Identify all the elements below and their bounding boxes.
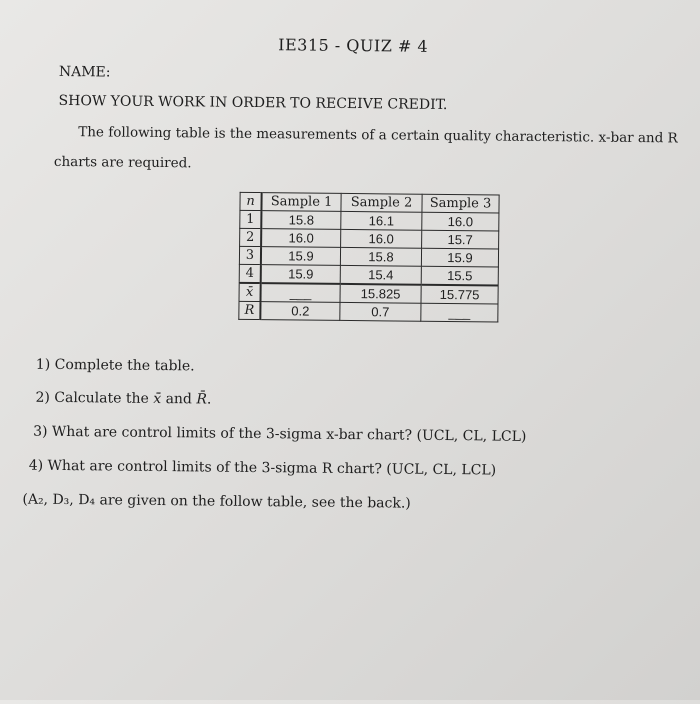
table-cell: 15.7 bbox=[422, 230, 499, 249]
table-cell: 16.0 bbox=[341, 229, 422, 248]
xbar-label: x̄ bbox=[239, 283, 261, 302]
row-index: 4 bbox=[239, 264, 261, 283]
range-row bbox=[239, 301, 498, 322]
quiz-title: IE315 - QUIZ # 4 bbox=[278, 35, 429, 56]
instruction-text: SHOW YOUR WORK IN ORDER TO RECEIVE CREDIT. bbox=[58, 92, 448, 114]
range-cell-2: 0.7 bbox=[340, 302, 421, 321]
table-cell: 15.9 bbox=[421, 248, 498, 267]
measurements-table bbox=[238, 192, 499, 323]
mean-range-symbol: R̄ bbox=[196, 391, 208, 408]
table-cell: 15.5 bbox=[421, 266, 498, 285]
range-label: R bbox=[239, 301, 261, 319]
xbar-cell-2: 15.825 bbox=[340, 284, 421, 303]
name-label: NAME: bbox=[58, 63, 111, 81]
header-n: n bbox=[240, 192, 262, 210]
table-cell: 15.9 bbox=[261, 247, 341, 266]
table-cell: 16.0 bbox=[422, 212, 499, 231]
row-index: 3 bbox=[239, 246, 261, 264]
header-sample-2: Sample 2 bbox=[341, 193, 422, 212]
xbar-cell-1: ___ bbox=[261, 283, 341, 302]
question-2-suffix: . bbox=[206, 391, 212, 408]
question-2 bbox=[35, 390, 211, 408]
xbar-cell-3: 15.775 bbox=[421, 285, 498, 304]
range-cell-3: ___ bbox=[421, 303, 498, 322]
question-4: 4) What are control limits of the 3-sigma R chart? (UCL, CL, LCL) bbox=[28, 457, 497, 479]
question-1: 1) Complete the table. bbox=[35, 356, 195, 375]
constants-note: (A₂, D₃, D₄ are given on the follow table, see the back.) bbox=[22, 491, 411, 512]
header-sample-1: Sample 1 bbox=[261, 193, 341, 212]
table-cell: 15.8 bbox=[261, 211, 341, 230]
grand-mean-symbol: x̄̄ bbox=[153, 390, 162, 408]
range-cell-1: 0.2 bbox=[260, 302, 340, 321]
row-index: 1 bbox=[240, 210, 262, 228]
header-sample-3: Sample 3 bbox=[422, 194, 499, 213]
row-index: 2 bbox=[240, 228, 262, 246]
question-3: 3) What are control limits of the 3-sigma x-bar chart? (UCL, CL, LCL) bbox=[33, 423, 527, 445]
intro-line-1: The following table is the measurements of a certain quality characteristic. x-bar and R bbox=[78, 124, 678, 147]
question-2-prefix: 2) Calculate the bbox=[35, 389, 154, 407]
intro-line-2: charts are required. bbox=[53, 153, 192, 172]
table-cell: 16.1 bbox=[341, 211, 422, 230]
table-cell: 15.9 bbox=[261, 265, 341, 284]
question-2-mid: and bbox=[161, 391, 197, 408]
table-cell: 15.8 bbox=[340, 247, 421, 266]
table-cell: 15.4 bbox=[340, 265, 421, 284]
table-cell: 16.0 bbox=[261, 229, 341, 248]
